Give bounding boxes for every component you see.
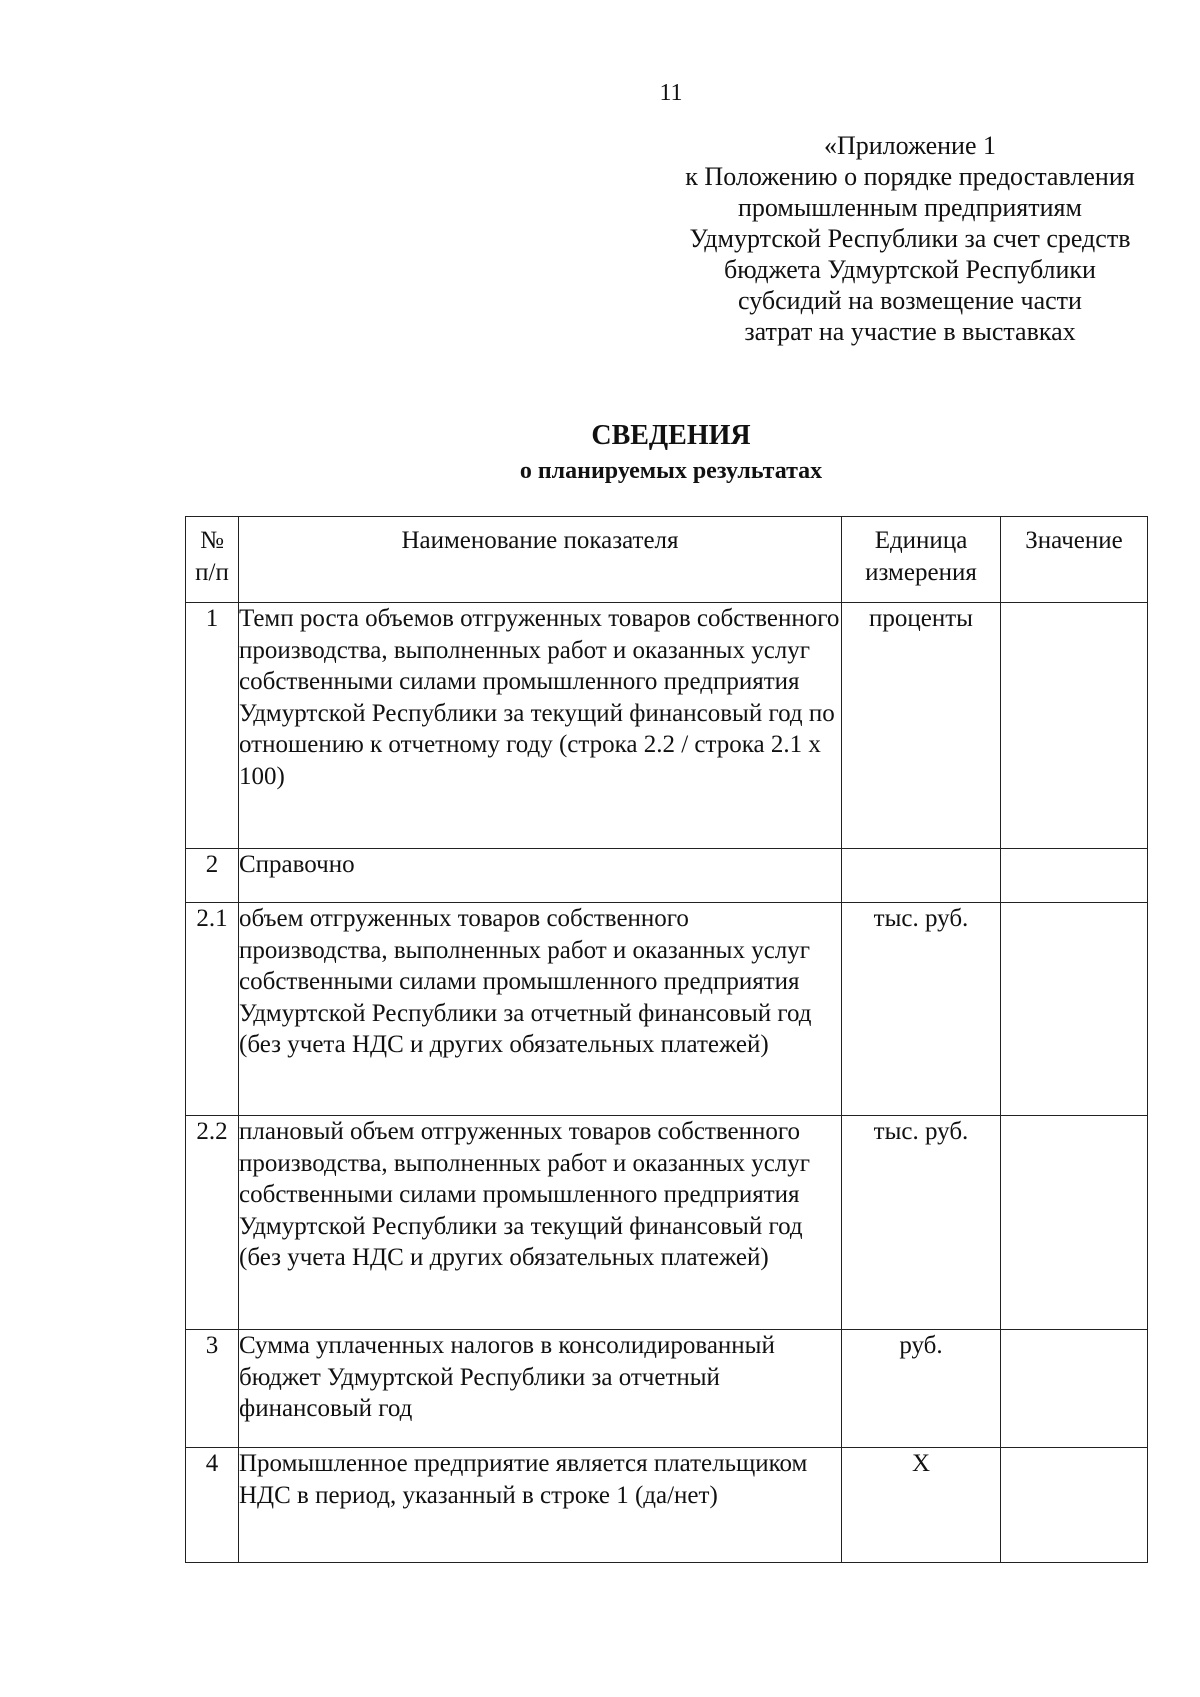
row-unit: тыс. руб. bbox=[842, 903, 1001, 1116]
row-num: 4 bbox=[186, 1448, 239, 1563]
document-title: СВЕДЕНИЯ bbox=[591, 420, 751, 451]
header-num: № п/п bbox=[186, 517, 239, 603]
appendix-line: «Приложение 1 bbox=[823, 131, 997, 160]
table-row bbox=[186, 1448, 1148, 1563]
row-num: 2.1 bbox=[186, 903, 239, 1116]
row-value bbox=[1001, 1330, 1148, 1448]
header-name: Наименование показателя bbox=[239, 517, 842, 603]
row-unit bbox=[842, 849, 1001, 903]
header-unit: Единица измерения bbox=[842, 517, 1001, 603]
table-row bbox=[186, 1116, 1148, 1330]
row-value bbox=[1001, 849, 1148, 903]
table-row bbox=[186, 903, 1148, 1116]
row-unit: руб. bbox=[842, 1330, 1001, 1448]
row-num: 2.2 bbox=[186, 1116, 239, 1330]
row-num: 2 bbox=[186, 849, 239, 903]
row-unit: Х bbox=[842, 1448, 1001, 1563]
table-header-row bbox=[186, 517, 1148, 603]
table-row bbox=[186, 1330, 1148, 1448]
table-row bbox=[186, 603, 1148, 849]
appendix-line: промышленным предприятиям bbox=[738, 193, 1082, 222]
appendix-header bbox=[640, 130, 1180, 347]
row-name: объем отгруженных товаров собственного производства, выполненных работ и оказанных услуг собственными силами промышленного предприятия Удмуртской Республики за отчетный финансовый год (без учета НДС и других обязательных платежей) bbox=[239, 903, 842, 1116]
row-name: Промышленное предприятие является плательщиком НДС в период, указанный в строке 1 (да/нет) bbox=[239, 1448, 842, 1563]
row-unit: тыс. руб. bbox=[842, 1116, 1001, 1330]
row-value bbox=[1001, 903, 1148, 1116]
header-value: Значение bbox=[1001, 517, 1148, 603]
row-value bbox=[1001, 1448, 1148, 1563]
row-num: 1 bbox=[186, 603, 239, 849]
appendix-line: субсидий на возмещение части bbox=[738, 286, 1082, 315]
page-number: 11 bbox=[659, 80, 683, 106]
appendix-line: бюджета Удмуртской Республики bbox=[724, 255, 1096, 284]
document-subtitle: о планируемых результатах bbox=[519, 458, 823, 484]
row-value bbox=[1001, 1116, 1148, 1330]
row-name: Темп роста объемов отгруженных товаров собственного производства, выполненных работ и оказанных услуг собственными силами промышленного предприятия Удмуртской Республики за текущий финансовый год по отношению к отчетному году (строка 2.2 / строка 2.1 х 100) bbox=[239, 603, 842, 849]
table-row bbox=[186, 849, 1148, 903]
appendix-line: Удмуртской Республики за счет средств bbox=[689, 224, 1131, 253]
results-table bbox=[185, 516, 1148, 1563]
row-num: 3 bbox=[186, 1330, 239, 1448]
appendix-line: затрат на участие в выставках bbox=[744, 317, 1076, 346]
row-value bbox=[1001, 603, 1148, 849]
row-name: плановый объем отгруженных товаров собственного производства, выполненных работ и оказанных услуг собственными силами промышленного предприятия Удмуртской Республики за текущий финансовый год (без учета НДС и других обязательных платежей) bbox=[239, 1116, 842, 1330]
row-name: Справочно bbox=[239, 849, 842, 903]
appendix-line: к Положению о порядке предоставления bbox=[685, 162, 1135, 191]
row-unit: проценты bbox=[842, 603, 1001, 849]
row-name: Сумма уплаченных налогов в консолидированный бюджет Удмуртской Республики за отчетный финансовый год bbox=[239, 1330, 842, 1448]
